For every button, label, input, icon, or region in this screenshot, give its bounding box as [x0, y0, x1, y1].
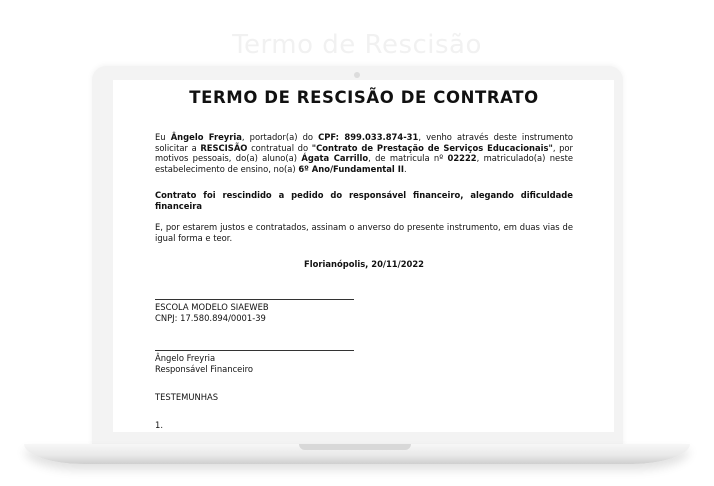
camera-icon	[354, 72, 360, 78]
student-grade: 6º Ano/Fundamental II	[298, 163, 404, 174]
text-segment: , venho através deste instrumento solicitar a	[155, 132, 573, 153]
signer-name: Ângelo Freyria	[155, 353, 216, 363]
signer-role: Responsável Financeiro	[155, 363, 254, 374]
document-title: TERMO DE RESCISÃO DE CONTRATO	[189, 88, 539, 107]
background-title: Termo de Rescisão	[232, 30, 482, 60]
school-signature-block	[155, 299, 573, 323]
document-date: Florianópolis, 20/11/2022	[303, 259, 425, 269]
requester-cpf: CPF: 899.033.874-31	[318, 132, 419, 142]
enrollment-number: 02222	[447, 153, 477, 163]
signature-line	[155, 299, 354, 300]
text-segment: Eu	[155, 132, 171, 142]
text-segment: , portador(a) do	[241, 132, 319, 142]
text-segment: , de matricula nº	[368, 153, 448, 163]
requester-name: Ângelo Freyria	[170, 132, 242, 142]
school-name: ESCOLA MODELO SIAEWEB	[155, 302, 269, 312]
closing-paragraph: E, por estarem justos e contratados, assinam o anverso do presente instrumento, em duas vias de igual forma e teor.	[155, 222, 573, 243]
document-page	[155, 80, 573, 430]
signature-line	[155, 350, 354, 351]
guardian-signature-block	[155, 350, 573, 374]
witness-1: 1.	[155, 420, 163, 430]
text-segment: .	[403, 163, 407, 174]
contract-name: "Contrato de Prestação de Serviços Educacionais"	[311, 142, 553, 153]
student-name: Ágata Carrillo	[301, 153, 369, 163]
witnesses-label: TESTEMUNHAS	[155, 392, 219, 402]
text-segment: , por motivos pessoais, do(a) aluno(a)	[155, 142, 573, 163]
rescisao-word: RESCISÃO	[200, 142, 248, 153]
laptop-screen	[113, 80, 614, 432]
text-segment: , matriculado(a) neste estabelecimento de ensino, no(a)	[155, 153, 574, 174]
request-paragraph	[155, 132, 573, 174]
laptop-notch	[299, 444, 411, 450]
reason-paragraph: Contrato foi rescindido a pedido do responsável financeiro, alegando dificuldade financeira	[155, 190, 573, 211]
school-cnpj: CNPJ: 17.580.894/0001-39	[155, 312, 266, 323]
text-segment: contratual do	[247, 142, 312, 153]
